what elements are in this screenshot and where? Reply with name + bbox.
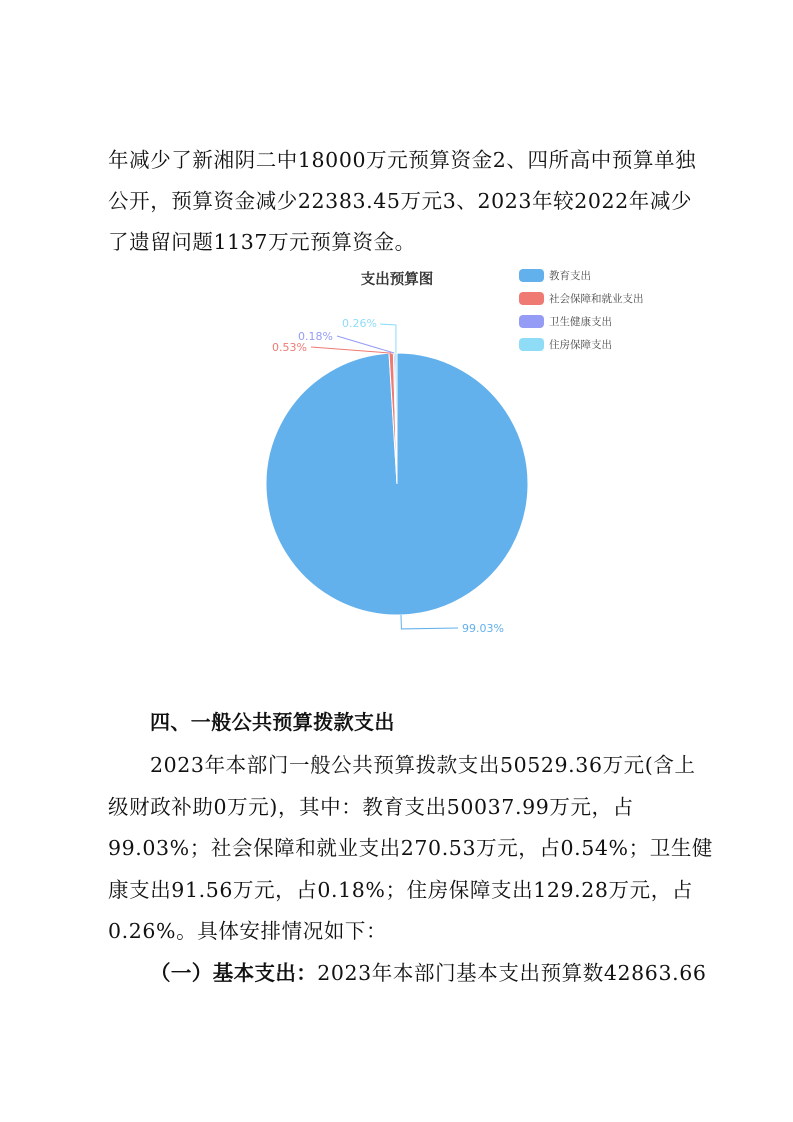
- text-line: 0.26%。具体安排情况如下：: [108, 919, 388, 943]
- legend-swatch-1: [519, 292, 544, 305]
- legend-swatch-2: [519, 315, 544, 328]
- leader-line-0: [401, 615, 458, 629]
- text-line: 康支出91.56万元，占0.18%；住房保障支出129.28万元，占: [108, 878, 693, 902]
- legend-label-0: 教育支出: [549, 270, 591, 282]
- data-label-1: 0.53%: [272, 341, 307, 354]
- sub-heading-text: 2023年本部门基本支出预算数42863.66: [317, 961, 707, 985]
- leader-line-1: [311, 347, 391, 353]
- data-label-0: 99.03%: [462, 622, 504, 635]
- section-heading: 四、一般公共预算拨款支出: [150, 710, 395, 734]
- leader-line-2: [337, 336, 394, 353]
- sub-heading: [150, 958, 707, 988]
- chart-title: 支出预算图: [360, 272, 434, 288]
- chart-legend: [519, 269, 644, 351]
- legend-label-3: 住房保障支出: [549, 339, 612, 351]
- text-line: 级财政补助0万元)，其中：教育支出50037.99万元，占: [108, 795, 634, 819]
- sub-heading-label: （一）基本支出：: [150, 961, 318, 985]
- text-line: 2023年本部门一般公共预算拨款支出50529.36万元(含上: [150, 753, 696, 777]
- leader-line-3: [380, 324, 396, 353]
- legend-label-2: 卫生健康支出: [549, 316, 612, 328]
- text-line: 公开，预算资金减少22383.45万元3、2023年较2022年减少: [108, 189, 693, 213]
- text-line: 了遗留问题1137万元预算资金。: [108, 230, 416, 254]
- pie-slices: [266, 353, 528, 615]
- legend-label-1: 社会保障和就业支出: [549, 293, 644, 305]
- text-line: 99.03%；社会保障和就业支出270.53万元，占0.54%；卫生健: [108, 836, 714, 860]
- data-label-3: 0.26%: [342, 317, 377, 330]
- data-label-2: 0.18%: [298, 330, 333, 343]
- legend-swatch-3: [519, 338, 544, 351]
- legend-swatch-0: [519, 269, 544, 282]
- text-line: 年减少了新湘阴二中18000万元预算资金2、四所高中预算单独: [108, 148, 697, 172]
